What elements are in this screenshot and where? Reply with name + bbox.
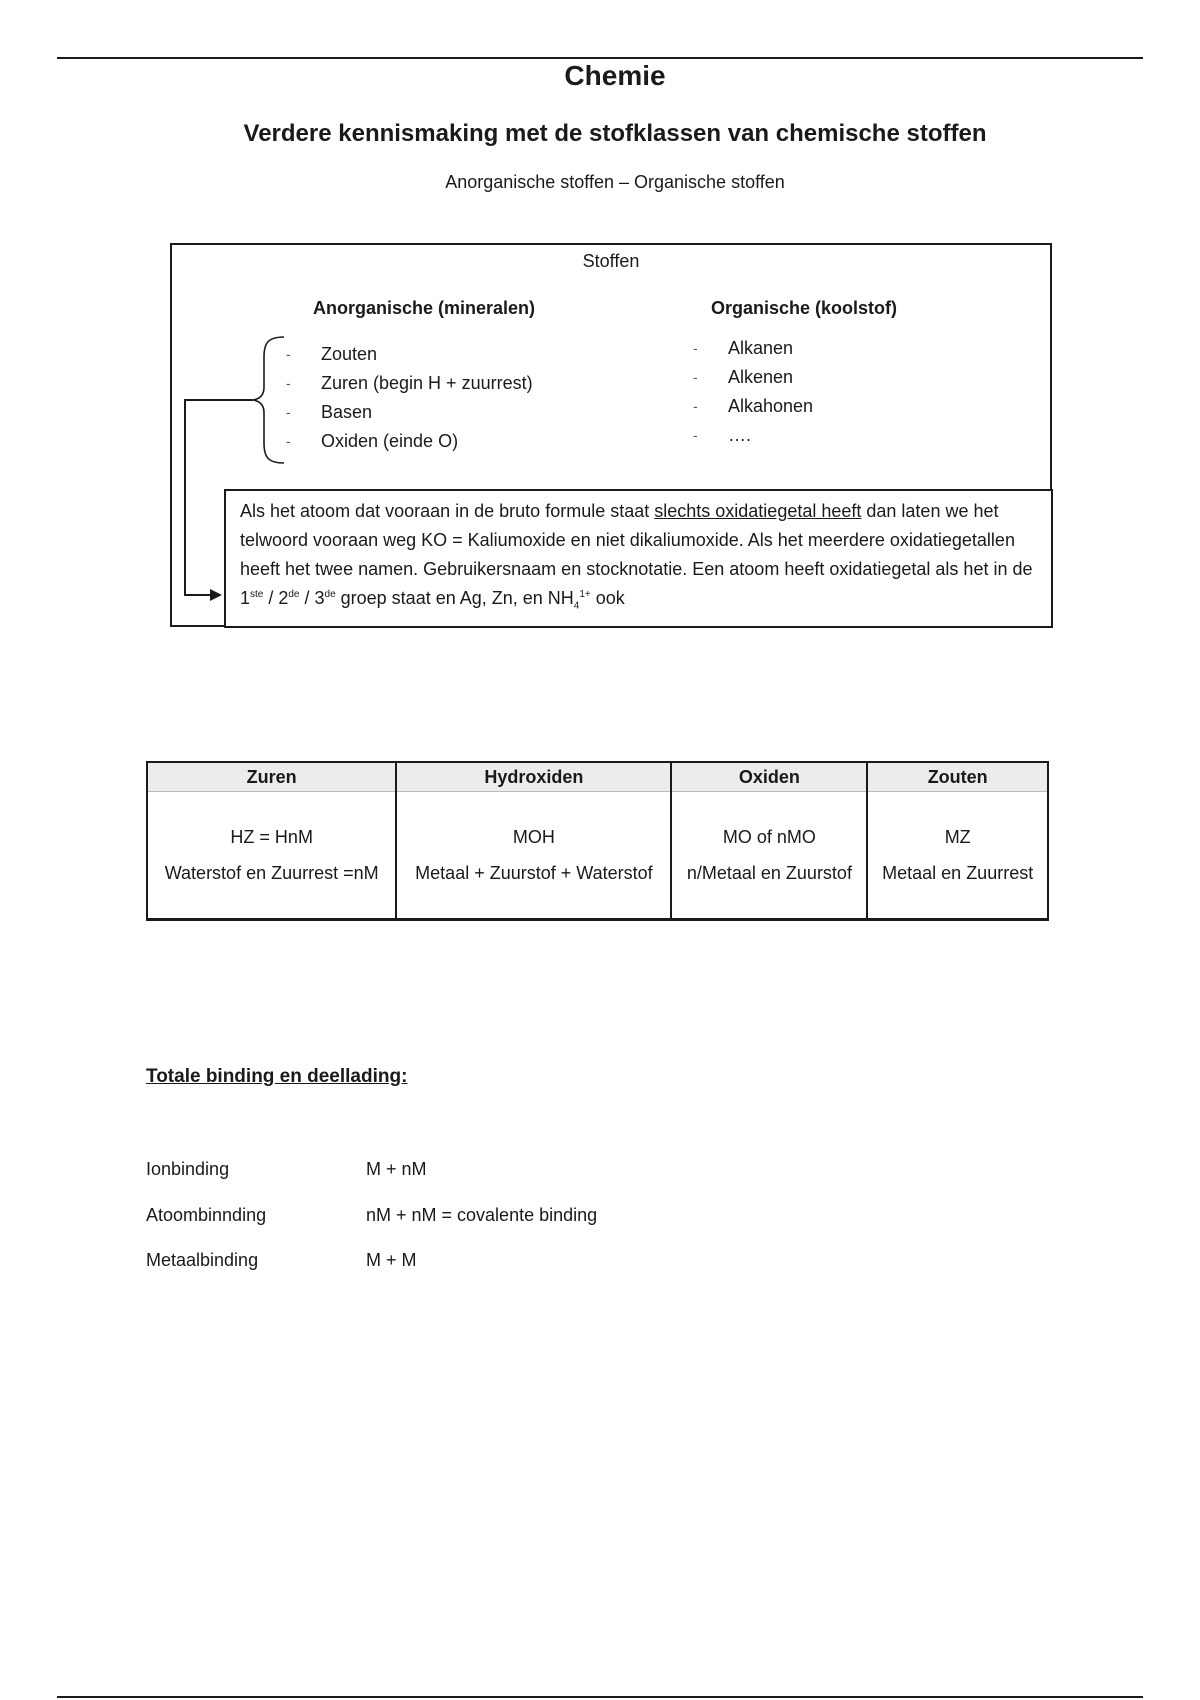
anorganisch-list xyxy=(286,343,533,459)
table-header-row xyxy=(147,762,1048,792)
list-item-label: Alkahonen xyxy=(728,396,814,416)
stofklassen-table xyxy=(146,761,1049,921)
list-item xyxy=(286,343,533,372)
list-item-label: Oxiden (einde O) xyxy=(321,431,459,451)
list-item xyxy=(693,424,813,453)
top-rule xyxy=(57,57,1143,59)
list-item xyxy=(693,337,813,366)
bullet-dash: - xyxy=(286,346,291,362)
table-cell: MO of nMO xyxy=(671,792,867,861)
bullet-dash: - xyxy=(693,340,698,356)
table-cell: n/Metaal en Zuurstof xyxy=(671,860,867,920)
table-header-cell: Zouten xyxy=(867,762,1048,792)
table-cell: Metaal en Zuurrest xyxy=(867,860,1048,920)
bond-name: Atoombinnding xyxy=(146,1205,267,1225)
table-header-cell: Hydroxiden xyxy=(396,762,671,792)
list-item-label: Alkanen xyxy=(728,338,794,358)
list-item-label: Basen xyxy=(321,402,373,422)
note-text: ook xyxy=(590,588,625,608)
note-text: / 3 xyxy=(299,588,325,608)
page-subtitle: Verdere kennismaking met de stofklassen van chemische stoffen xyxy=(243,120,987,147)
organisch-heading: Organische (koolstof) xyxy=(711,298,898,318)
list-item xyxy=(693,366,813,395)
bond-row xyxy=(146,1159,427,1180)
note-text: dan laten we het telwoord vooraan weg KO = Kaliumoxide en niet dikaliumoxide. Als het meerdere oxidatiegetallen heeft het twee namen. Gebruikersnaam en stocknotatie. Een atoom heeft oxidatiegetal als het in de 1 xyxy=(240,501,1033,608)
curly-brace-icon xyxy=(250,335,290,465)
table-cell: HZ = HnM xyxy=(147,792,396,861)
note-superscript: ste xyxy=(250,589,264,600)
bond-formula: M + M xyxy=(366,1250,417,1270)
list-item-label: Alkenen xyxy=(728,367,794,387)
list-item xyxy=(286,372,533,401)
table-row xyxy=(147,792,1048,861)
table-cell: Waterstof en Zuurrest =nM xyxy=(147,860,396,920)
bond-name: Metaalbinding xyxy=(146,1250,259,1270)
table-header-cell: Oxiden xyxy=(671,762,867,792)
bond-name: Ionbinding xyxy=(146,1159,230,1179)
organisch-list xyxy=(693,337,814,453)
list-item xyxy=(693,395,814,424)
note-superscript: 1+ xyxy=(579,589,591,600)
table-row xyxy=(147,860,1048,920)
note-subscript: 4 xyxy=(573,600,580,612)
stoffen-label: Stoffen xyxy=(582,251,640,271)
note-superscript: de xyxy=(324,589,336,600)
list-item-label: …. xyxy=(728,425,752,445)
note-text: Als het atoom dat vooraan in de bruto formule staat xyxy=(240,501,655,521)
bullet-dash: - xyxy=(693,427,698,443)
note-box xyxy=(224,489,1053,628)
bond-formula: nM + nM = covalente binding xyxy=(366,1205,598,1225)
bullet-dash: - xyxy=(286,375,291,391)
note-text: groep staat en Ag, Zn, en NH xyxy=(335,588,574,608)
table-cell: Metaal + Zuurstof + Waterstof xyxy=(396,860,671,920)
note-underlined-text: slechts oxidatiegetal heeft xyxy=(654,501,862,521)
anorganisch-heading: Anorganische (mineralen) xyxy=(313,298,536,318)
table-header-cell: Zuren xyxy=(147,762,396,792)
bond-row xyxy=(146,1250,417,1271)
bullet-dash: - xyxy=(693,398,698,414)
table-cell: MOH xyxy=(396,792,671,861)
bullet-dash: - xyxy=(286,433,291,449)
bonding-section-title: Totale binding en deellading: xyxy=(146,1066,408,1087)
bond-row xyxy=(146,1205,597,1226)
bond-formula: M + nM xyxy=(366,1159,427,1179)
list-item-label: Zuren (begin H + zuurrest) xyxy=(321,373,533,393)
bullet-dash: - xyxy=(693,369,698,385)
list-item xyxy=(286,401,533,430)
bullet-dash: - xyxy=(286,404,291,420)
table-cell: MZ xyxy=(867,792,1048,861)
note-text: / 2 xyxy=(263,588,289,608)
list-item-label: Zouten xyxy=(321,344,378,364)
list-item xyxy=(286,430,533,459)
bottom-rule xyxy=(57,1696,1143,1698)
note-superscript: de xyxy=(288,589,300,600)
page-subsubtitle: Anorganische stoffen – Organische stoffen xyxy=(445,172,785,192)
page-title: Chemie xyxy=(564,60,666,91)
